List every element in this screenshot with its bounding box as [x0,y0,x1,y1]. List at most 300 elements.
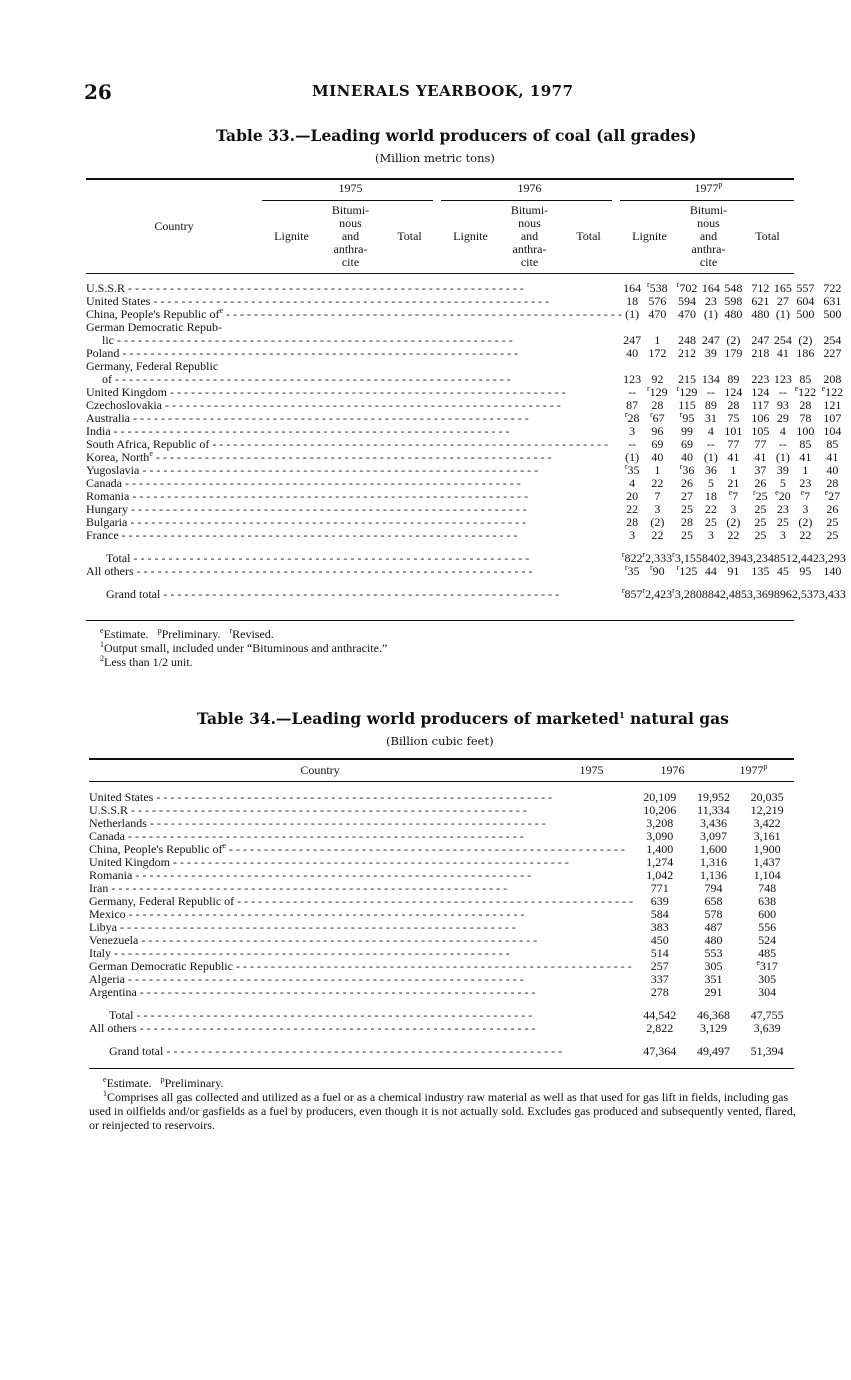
dot-leader: - - - - - - - - - - - - - - - - - - - - - - - - - - - - - - - - - - - - - - - - - - - - - - - - - - - - - - - - - [114,334,513,347]
value-text: 2,442 [791,551,819,565]
rule-1975 [262,200,433,201]
value-cell [633,1022,687,1035]
country-name: All others [86,565,134,578]
country-name: Argentina [89,986,137,999]
value-text: 135 [751,564,770,578]
value-text: (2) [798,515,813,529]
value-text: 123 [623,372,642,386]
value-text: 7 [732,489,739,503]
preliminary-label: Preliminary. [164,1076,224,1090]
country-name: Korea, North [86,451,150,464]
value-text: 25 [755,489,768,503]
dot-leader: - - - - - - - - - - - - - - - - - - - - - - - - - - - - - - - - - - - - - - - - - - - - - - - - - - - - - - - - - [226,843,625,856]
value-cell [643,347,673,360]
table34-header-rule [89,781,794,782]
value-text: 896 [773,587,792,601]
value-cell [747,588,774,601]
bituminous-line: cite [699,255,718,269]
table33-footnote-1 [100,641,387,655]
country-name: Australia [86,412,130,425]
table-row [89,947,794,960]
grand-total-row [86,588,846,601]
value-text: 96 [651,424,664,438]
country-cell [86,565,622,578]
value-text: 2,423 [645,587,673,601]
value-text: 3,208 [646,816,674,830]
lignite-header: Lignite [632,229,667,243]
value-text: 470 [648,307,667,321]
value-text: 514 [650,946,669,960]
spacer-row [89,1035,794,1045]
table34-subtitle: (Billion cubic feet) [386,734,494,748]
value-mark: r [642,586,646,595]
value-text: 223 [751,372,770,386]
value-text: 291 [704,985,723,999]
dot-leader: - - - - - - - - - - - - - - - - - - - - - - - - - - - - - - - - - - - - - - - - - - - - - - - - - - - - - - - - - [117,921,516,934]
value-text: 20 [626,489,639,503]
value-cell [622,347,643,360]
dot-leader: - - - - - - - - - - - - - - - - - - - - - - - - - - - - - - - - - - - - - - - - - - - - - - - - - - - - - - - - - [138,934,538,947]
value-text: 35 [627,564,640,578]
value-text: 621 [751,294,770,308]
value-text: 3,280 [674,587,702,601]
value-mark: r [676,563,680,572]
preliminary-mark: p [157,626,162,635]
value-text: 28 [627,411,640,425]
dot-leader: - - - - - - - - - - - - - - - - - - - - - - - - - - - - - - - - - - - - - - - - - - - - - - - - - - - - - - - - - [121,477,521,490]
country-name: United States [89,791,154,804]
value-cell [819,308,846,321]
value-text: 124 [751,385,770,399]
value-cell [687,1022,741,1035]
country-name: United States [86,295,151,308]
bituminous-line: Bitumi- [510,203,549,217]
dot-leader: - - - - - - - - - - - - - - - - - - - - - - - - - - - - - - - - - - - - - - - - - - - - - - - - - - - - - - - - - [136,1022,536,1035]
bituminous-header [679,204,738,269]
value-cell [702,529,720,542]
table-row [89,908,794,921]
dot-leader: - - - - - - - - - - - - - - - - - - - - - - - - - - - - - - - - - - - - - - - - - - - - - - - - - - - - - - - - - [112,373,511,386]
dot-leader: - - - - - - - - - - - - - - - - - - - - - - - - - - - - - - - - - - - - - - - - - - - - - - - - - - - - - - - - - [160,588,560,601]
value-text: 254 [773,333,792,347]
dot-leader: - - - - - - - - - - - - - - - - - - - - - - - - - - - - - - - - - - - - - - - - - - - - - - - - - - - - - - - - - [119,347,519,360]
value-text: 2,822 [646,1021,674,1035]
value-text: 20,035 [750,790,784,804]
value-text: 11,334 [697,803,730,817]
dot-leader: - - - - - - - - - - - - - - - - - - - - - - - - - - - - - - - - - - - - - - - - - - - - - - - - - - - - - - - - - [125,908,525,921]
value-cell [720,308,747,321]
bituminous-line: and [520,229,539,243]
country-name: Canada [89,830,125,843]
country-name: Germany, Federal Republic of [89,895,235,908]
value-text: 129 [679,385,698,399]
value-text: 105 [751,424,770,438]
country-cell [89,869,633,882]
value-text: 46,368 [696,1008,730,1022]
value-text: 500 [823,307,842,321]
country-cell [86,529,622,542]
value-text: 18 [626,294,639,308]
country-cell [89,830,633,843]
total-row [89,1009,794,1022]
value-text: 41 [826,450,839,464]
value-cell [747,529,774,542]
value-cell [792,529,819,542]
bituminous-line: nous [697,216,720,230]
value-text: (1) [775,307,790,321]
year-label: 1977 [739,763,764,777]
value-cell [643,565,673,578]
value-text: 69 [651,437,664,451]
country-cell [86,347,622,360]
table33-bottom-rule [86,620,794,621]
dot-leader: - - - - - - - - - - - - - - - - - - - - - - - - - - - - - - - - - - - - - - - - - - - - - - - - - - - - - - - - - [133,565,533,578]
country-name: German Democratic Repub- [86,321,222,334]
value-text: 106 [751,411,770,425]
year-header-1977 [713,764,794,777]
value-text: -- [628,437,637,451]
value-mark: r [647,280,650,289]
value-text: 22 [626,502,639,516]
value-text: 3,161 [753,829,781,843]
country-cell [86,334,622,347]
country-cell [86,438,622,451]
country-name: Bulgaria [86,516,128,529]
value-text: -- [706,385,715,399]
bituminous-line: Bitumi- [689,203,728,217]
table-row [89,791,794,804]
dot-leader: - - - - - - - - - - - - - - - - - - - - - - - - - - - - - - - - - - - - - - - - - - - - - - - - - - - - - - - - - [124,830,524,843]
dot-leader: - - - - - - - - - - - - - - - - - - - - - - - - - - - - - - - - - - - - - - - - - - - - - - - - - - - - - - - - - [128,804,527,817]
value-text: 27 [828,489,841,503]
table34-footnote-legend [103,1076,223,1090]
total-header: Total [755,229,780,243]
value-text: 450 [650,933,669,947]
country-name: Mexico [89,908,126,921]
country-name: South Africa, Republic of [86,438,210,451]
value-text: 115 [678,398,696,412]
country-name: Poland [86,347,120,360]
table33-subtitle: (Million metric tons) [375,151,495,165]
value-text: 3,422 [753,816,781,830]
value-text: 39 [776,463,789,477]
country-cell [89,817,633,830]
dot-leader: - - - - - - - - - - - - - - - - - - - - - - - - - - - - - - - - - - - - - - - - - - - - - - - - - - - - - - - - - [133,1009,533,1022]
bituminous-line: nous [339,216,362,230]
value-text: 23 [704,294,717,308]
value-text: 92 [651,372,664,386]
preliminary-label: Preliminary. [161,627,221,641]
value-text: 100 [796,424,815,438]
table34-body [89,791,794,1058]
value-text: (1) [625,307,640,321]
dot-leader: - - - - - - - - - - - - - - - - - - - - - - - - - - - - - - - - - - - - - - - - - - - - - - - - - - - - - - - - - [127,516,527,529]
country-cell [86,386,622,399]
country-cell [86,412,622,425]
value-cell [819,529,846,542]
footnote-number: 1 [103,1089,107,1098]
value-text: 1 [802,463,809,477]
country-cell [86,360,622,373]
value-text: 134 [701,372,720,386]
value-cell [633,986,687,999]
value-text: 3 [629,528,636,542]
value-text: (2) [650,515,665,529]
value-text: 631 [823,294,842,308]
value-text: 480 [704,933,723,947]
value-text: 20,109 [643,790,677,804]
year-header-1975: 1975 [338,181,363,195]
value-text: 4 [779,424,786,438]
value-text: 584 [650,907,669,921]
value-text: 604 [796,294,815,308]
value-text: 28 [651,398,664,412]
table34-footnote-1 [89,1090,797,1132]
value-text: 25 [776,515,789,529]
value-text: 47,364 [643,1044,677,1058]
rule-1977 [620,200,794,201]
value-text: 41 [776,346,789,360]
value-mark: e [794,384,799,393]
value-text: 28 [626,515,639,529]
value-text: 822 [624,551,643,565]
value-mark: r [624,410,628,419]
country-cell [86,503,622,516]
value-text: 538 [649,281,668,295]
value-text: 305 [704,959,723,973]
dot-leader: - - - - - - - - - - - - - - - - - - - - - - - - - - - - - - - - - - - - - - - - - - - - - - - - - - - - - - - - - [232,960,632,973]
dot-leader: - - - - - - - - - - - - - - - - - - - - - - - - - - - - - - - - - - - - - - - - - - - - - - - - - - - - - - - - - [132,869,532,882]
value-mark: r [642,550,646,559]
value-text: (2) [726,515,741,529]
value-text: 93 [776,398,789,412]
table-row [86,529,846,542]
value-text: 27 [681,489,693,503]
table34-title [197,709,729,728]
value-text: 480 [724,307,743,321]
country-name: Total [106,552,131,565]
table-row [89,973,794,986]
bituminous-line: anthra- [691,242,726,256]
country-cell [86,308,622,321]
value-text: 40 [626,346,639,360]
value-text: 3 [707,528,714,542]
country-name: U.S.S.R [89,804,129,817]
value-mark: e [800,488,805,497]
table33-header [86,180,794,272]
value-text: 3 [629,424,636,438]
country-cell [89,921,633,934]
footnote-text: Output small, included under “Bituminous and anthracite.” [104,641,388,655]
table33-footnote-legend [100,627,274,641]
country-header: Country [154,219,194,233]
value-text: 1,900 [753,842,781,856]
value-text: 3,155 [674,551,702,565]
value-text: 1,274 [646,855,674,869]
value-cell [774,565,792,578]
value-text: (1) [775,450,790,464]
value-mark: r [672,586,675,595]
estimate-label: Estimate. [103,627,149,641]
table-row [89,882,794,895]
rule-1976 [441,200,612,201]
value-mark: r [676,280,680,289]
table-row [89,817,794,830]
total-header: Total [576,229,601,243]
value-text: 257 [650,959,669,973]
value-text: 7 [654,489,661,503]
country-cell [86,464,622,477]
value-text: 5 [779,476,786,490]
country-name: U.S.S.R [86,282,126,295]
value-text: 548 [724,281,743,295]
value-text: 3,097 [699,829,727,843]
value-text: 77 [727,437,740,451]
value-text: 3 [779,528,786,542]
dot-leader: - - - - - - - - - - - - - - - - - - - - - - - - - - - - - - - - - - - - - - - - - - - - - - - - - - - - - - - - - [234,895,633,908]
value-text: -- [778,437,787,451]
value-text: (2) [726,333,741,347]
dot-leader: - - - - - - - - - - - - - - - - - - - - - - - - - - - - - - - - - - - - - - - - - - - - - - - - - - - - - - - - - [136,986,536,999]
value-text: 179 [724,346,743,360]
value-text: 337 [650,972,669,986]
dot-leader: - - - - - - - - - - - - - - - - - - - - - - - - - - - - - - - - - - - - - - - - - - - - - - - - - - - - - - - - - [209,438,609,451]
value-text: 25 [754,528,767,542]
country-cell [89,895,633,908]
country-name: Grand total [109,1045,164,1058]
preliminary-mark: p [718,180,723,189]
value-text: 3 [730,502,737,516]
estimate-mark: e [100,626,104,635]
country-cell [86,399,622,412]
total-header: Total [397,229,422,243]
value-text: 37 [754,463,767,477]
country-cell [86,490,622,503]
value-text: (1) [703,450,718,464]
value-text: 383 [650,920,669,934]
value-cell [720,347,747,360]
country-name: German Democratic Republic [89,960,233,973]
value-mark: r [624,462,628,471]
country-cell [89,973,633,986]
country-cell [89,843,633,856]
value-text: 91 [727,564,740,578]
value-cell [702,347,720,360]
preliminary-mark: p [160,1075,165,1084]
spacer-cell [89,999,794,1009]
dot-leader: - - - - - - - - - - - - - - - - - - - - - - - - - - - - - - - - - - - - - - - - - - - - - - - - - - - - - - - - - [124,973,524,986]
value-mark: r [647,384,650,393]
value-text: 69 [681,437,693,451]
value-cell [672,308,702,321]
table-row [89,804,794,817]
page-header [84,80,784,104]
all-others-row [89,1022,794,1035]
estimate-label: Estimate. [106,1076,152,1090]
value-text: 23 [799,476,812,490]
value-text: 44 [704,564,717,578]
value-text: 25 [826,515,839,529]
lignite-header: Lignite [274,229,309,243]
country-cell [89,1009,633,1022]
dot-leader: - - - - - - - - - - - - - - - - - - - - - - - - - - - - - - - - - - - - - - - - - - - - - - - - - - - - - - - - - [153,791,553,804]
year-label: 1977 [694,181,719,195]
lignite-header: Lignite [453,229,488,243]
value-text: 90 [652,564,665,578]
value-text: 101 [724,424,743,438]
value-text: 227 [823,346,842,360]
country-name: of [102,373,112,386]
value-cell [774,347,792,360]
country-cell [86,425,622,438]
spacer-cell [89,1035,794,1045]
country-cell [89,960,633,973]
bituminous-line: cite [341,255,360,269]
value-text: 5 [707,476,714,490]
table33-footnote-2 [100,655,193,669]
value-text: 748 [758,881,777,895]
value-text: 3,129 [699,1021,727,1035]
country-name: Venezuela [89,934,139,947]
year-header-1977 [620,182,797,195]
value-text: 28 [727,398,740,412]
value-text: 470 [678,307,696,321]
revised-mark: r [229,626,233,635]
value-text: 121 [823,398,842,412]
value-text: 67 [652,411,665,425]
value-cell [702,588,720,601]
table33-header-rule [86,273,794,274]
value-text: 77 [754,437,767,451]
value-mark: r [679,462,683,471]
value-text: 22 [727,528,740,542]
value-text: 3,639 [753,1021,781,1035]
country-cell [86,373,622,386]
country-cell [89,947,633,960]
value-text: 22 [651,476,664,490]
value-text: 4 [629,476,636,490]
country-cell [86,295,622,308]
value-text: 104 [823,424,842,438]
revised-label: Revised. [232,627,274,641]
value-text: 658 [704,894,723,908]
table-row [89,869,794,882]
value-text: 95 [682,411,695,425]
value-text: 1,104 [753,868,781,882]
dot-leader: - - - - - - - - - - - - - - - - - - - - - - - - - - - - - - - - - - - - - - - - - - - - - - - - - - - - - - - - - [170,856,569,869]
value-mark: r [679,410,683,419]
country-header: Country [300,763,340,777]
table33-title: Table 33.—Leading world producers of coal (all grades) [216,126,697,145]
dot-leader: - - - - - - - - - - - - - - - - - - - - - - - - - - - - - - - - - - - - - - - - - - - - - - - - - - - - - - - - - [139,464,539,477]
value-mark: r [753,488,756,497]
value-cell [774,308,792,321]
country-name: Czechoslovakia [86,399,162,412]
value-text: 122 [825,385,844,399]
value-text: 20 [778,489,791,503]
value-text: 722 [823,281,842,295]
table-row [89,830,794,843]
value-text: 7 [804,489,811,503]
dot-leader: - - - - - - - - - - - - - - - - - - - - - - - - - - - - - - - - - - - - - - - - - - - - - - - - - - - - - - - - - [128,503,527,516]
value-text: 25 [681,528,693,542]
bituminous-line: and [341,229,360,243]
value-text: 578 [704,907,723,921]
value-text: 75 [727,411,740,425]
value-text: 22 [651,528,664,542]
country-cell [89,1045,633,1058]
country-cell [89,882,633,895]
